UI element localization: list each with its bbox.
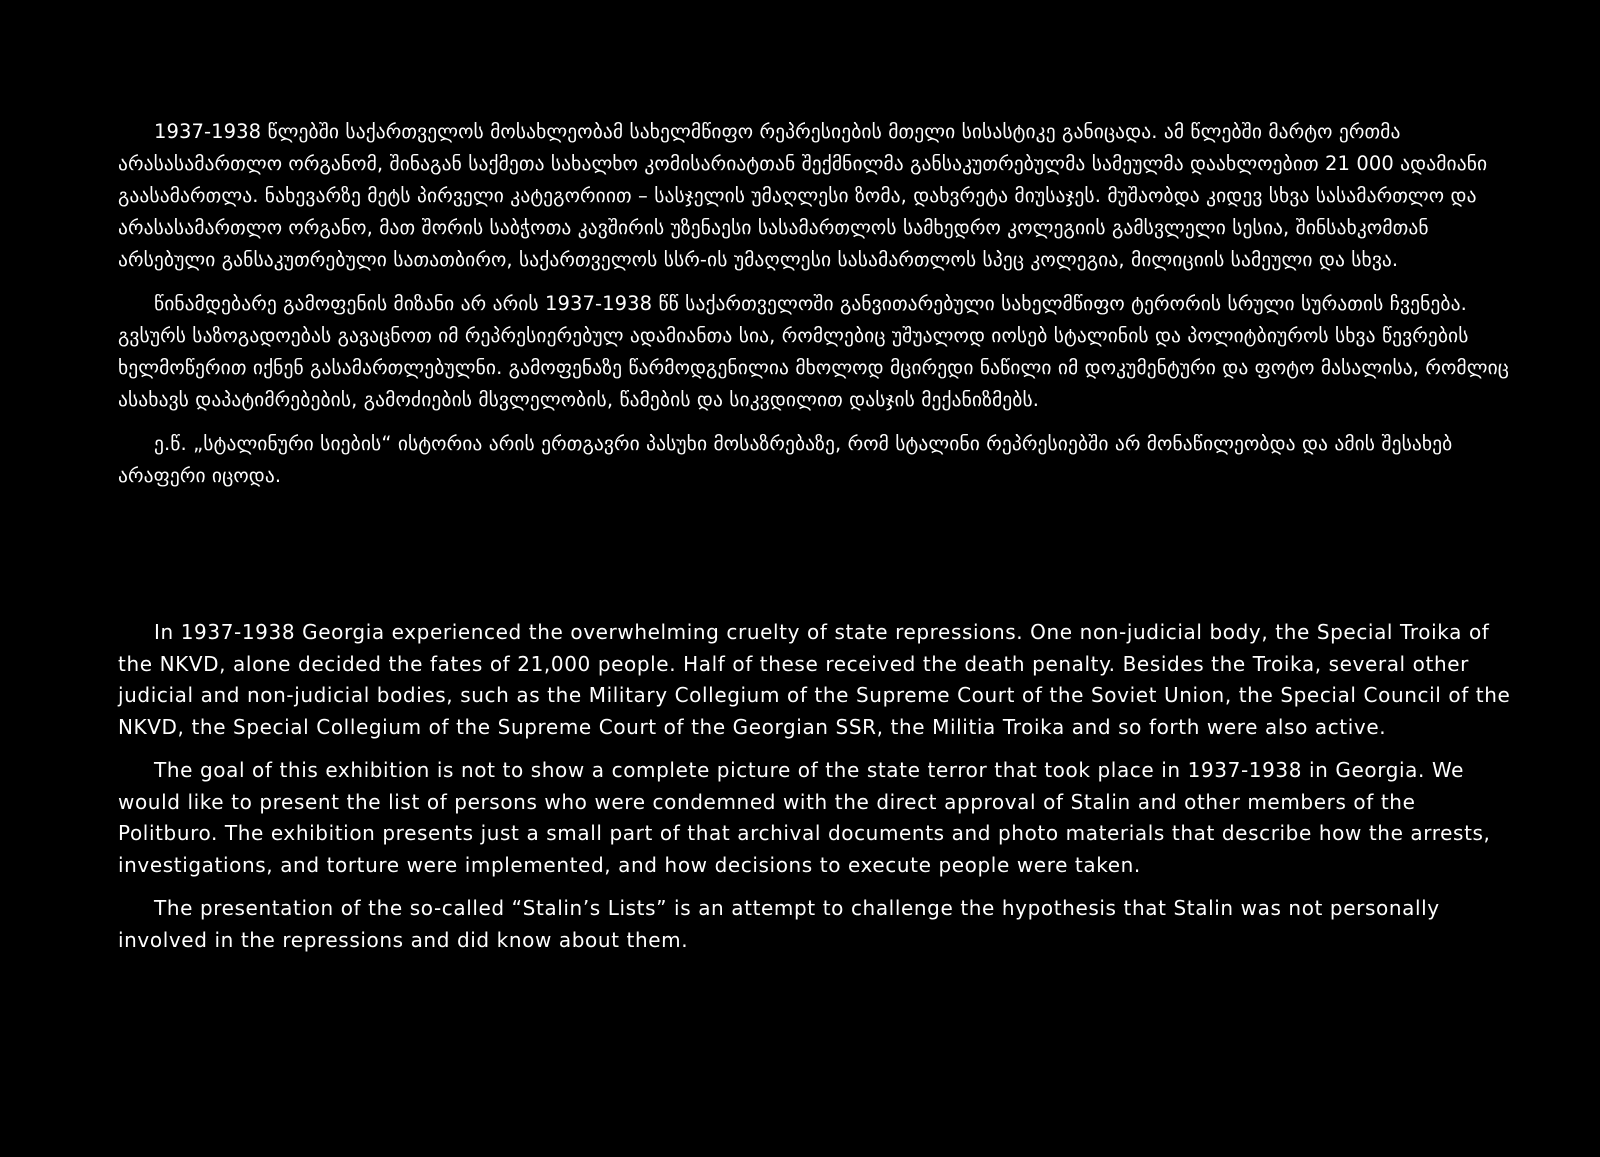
english-text-section bbox=[118, 617, 1512, 968]
georgian-paragraph-1: 1937-1938 წლებში საქართველოს მოსახლეობამ სახელმწიფო რეპრესიების მთელი სისასტიკე განიცადა. ამ წლებში მარტო ერთმა არასასამართლო ორგანომ, შინაგან საქმეთა სახალხო კომისარიატთან შექმნილმა განსაკუთრებულმა სამეულმა დაახლოებით 21 000 ადამიანი გაასამართლა. ნახევარზე მეტს პირველი კატეგორიით – სასჯელის უმაღლესი ზომა, დახვრეტა მიუსაჯეს. მუშაობდა კიდევ სხვა სასამართლო და არასასამართლო ორგანო, მათ შორის საბჭოთა კავშირის უზენაესი სასამართლოს სამხედრო კოლეგიის გამსვლელი სესია, შინსახკომთან არსებული განსაკუთრებული სათათბირო, საქართველოს სსრ-ის უმაღლესი სასამართლოს სპეც კოლეგია, მილიციის სამეული და სხვა. bbox=[118, 120, 1488, 271]
georgian-paragraph-2: წინამდებარე გამოფენის მიზანი არ არის 1937-1938 წწ საქართველოში განვითარებული სახელმწიფო ტერორის სრული სურათის ჩვენება. გვსურს საზოგადოებას გავაცნოთ იმ რეპრესიერებულ ადამიანთა სია, რომლებიც უშუალოდ იოსებ სტალინის და პოლიტბიუროს სხვა წევრების ხელმოწერით იქნენ გასამართლებულნი. გამოფენაზე წარმოდგენილია მხოლოდ მცირედი ნაწილი იმ დოკუმენტური და ფოტო მასალისა, რომლიც ასახავს დაპატიმრებების, გამოძიების მსვლელობის, წამების და სიკვდილით დასჯის მექანიზმებს. bbox=[118, 292, 1509, 411]
english-paragraph-3: The presentation of the so-called “Stalin’s Lists” is an attempt to challenge the hypothesis that Stalin was not personally involved in the repressions and did know about them. bbox=[118, 896, 1440, 952]
english-paragraph-2: The goal of this exhibition is not to show a complete picture of the state terror that took place in 1937-1938 in Georgia. We would like to present the list of persons who were condemned with the direct approval of Stalin and other members of the Politburo. The exhibition presents just a small part of that archival documents and photo materials that describe how the arrests, investigations, and torture were implemented, and how decisions to execute people were taken. bbox=[118, 758, 1491, 877]
georgian-text-section bbox=[118, 116, 1512, 504]
georgian-paragraph-3: ე.წ. „სტალინური სიების“ ისტორია არის ერთგავრი პასუხი მოსაზრებაზე, რომ სტალინი რეპრესიებში არ მონაწილეობდა და ამის შესახებ არაფერი იცოდა. bbox=[118, 432, 1453, 487]
english-paragraph-1: In 1937-1938 Georgia experienced the overwhelming cruelty of state repressions. One non-judicial body, the Special Troika of the NKVD, alone decided the fates of 21,000 people. Half of these received the death penalty. Besides the Troika, several other judicial and non-judicial bodies, such as the Military Collegium of the Supreme Court of the Soviet Union, the Special Council of the NKVD, the Special Collegium of the Supreme Court of the Georgian SSR, the Militia Troika and so forth were also active. bbox=[118, 620, 1511, 739]
